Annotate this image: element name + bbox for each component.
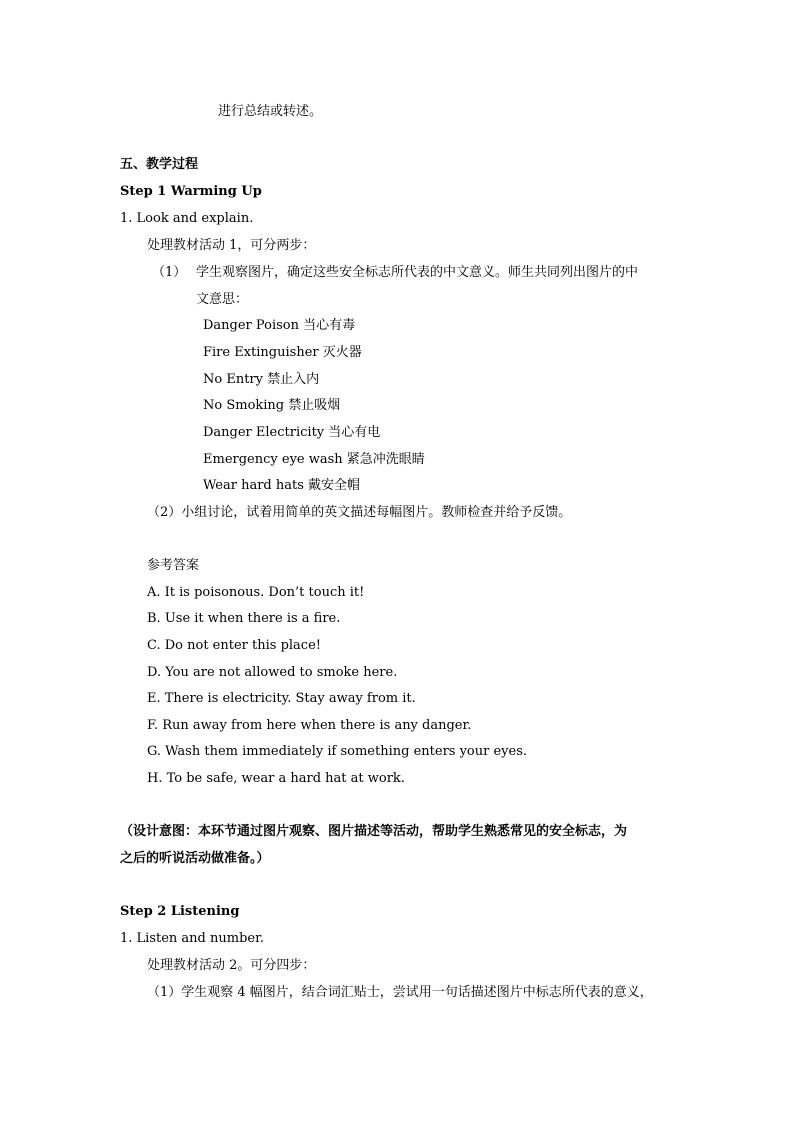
- answer-item: C. Do not enter this place!: [147, 638, 322, 653]
- step2-sub1: （1）学生观察 4 幅图片，结合词汇贴士，尝试用一句话描述图片中标志所代表的意义，: [147, 985, 653, 1000]
- design-intent-line2: 之后的听说活动做准备。）: [120, 851, 270, 866]
- step1-sub1-label: （1）: [152, 265, 187, 280]
- step2-item1: 1. Listen and number.: [120, 931, 265, 946]
- continuation-text: 进行总结或转述。: [218, 104, 323, 119]
- step1-item1: 1. Look and explain.: [120, 211, 254, 226]
- sign-item: No Entry 禁止入内: [203, 372, 320, 387]
- step2-intro: 处理教材活动 2。可分四步：: [147, 958, 316, 973]
- sign-item: Emergency eye wash 紧急冲洗眼睛: [203, 452, 425, 467]
- answer-item: G. Wash them immediately if something enters your eyes.: [147, 744, 528, 759]
- step2-heading: Step 2 Listening: [120, 904, 240, 919]
- answer-item: F. Run away from here when there is any danger.: [147, 718, 472, 733]
- sign-item: No Smoking 禁止吸烟: [203, 398, 341, 413]
- design-intent-line1: （设计意图：本环节通过图片观察、图片描述等活动，帮助学生熟悉常见的安全标志，为: [120, 824, 628, 839]
- sign-item: Fire Extinguisher 灭火器: [203, 345, 362, 360]
- answer-item: D. You are not allowed to smoke here.: [147, 665, 398, 680]
- answer-item: A. It is poisonous. Don’t touch it!: [147, 585, 365, 600]
- section-heading: 五、教学过程: [120, 157, 199, 172]
- step1-sub1-text-line2: 文意思：: [196, 292, 249, 307]
- sign-item: Wear hard hats 戴安全帽: [203, 478, 361, 493]
- answer-item: E. There is electricity. Stay away from it.: [147, 691, 416, 706]
- answer-item: H. To be safe, wear a hard hat at work.: [147, 771, 405, 786]
- sign-item: Danger Poison 当心有毒: [203, 318, 356, 333]
- step1-sub2: （2）小组讨论，试着用简单的英文描述每幅图片。教师检查并给予反馈。: [147, 505, 572, 520]
- answers-title: 参考答案: [147, 558, 200, 573]
- sign-item: Danger Electricity 当心有电: [203, 425, 381, 440]
- step1-intro: 处理教材活动 1，可分两步：: [147, 238, 316, 253]
- step1-heading: Step 1 Warming Up: [120, 184, 262, 199]
- answer-item: B. Use it when there is a fire.: [147, 611, 341, 626]
- step1-sub1-text-line1: 学生观察图片，确定这些安全标志所代表的中文意义。师生共同列出图片的中: [196, 265, 639, 280]
